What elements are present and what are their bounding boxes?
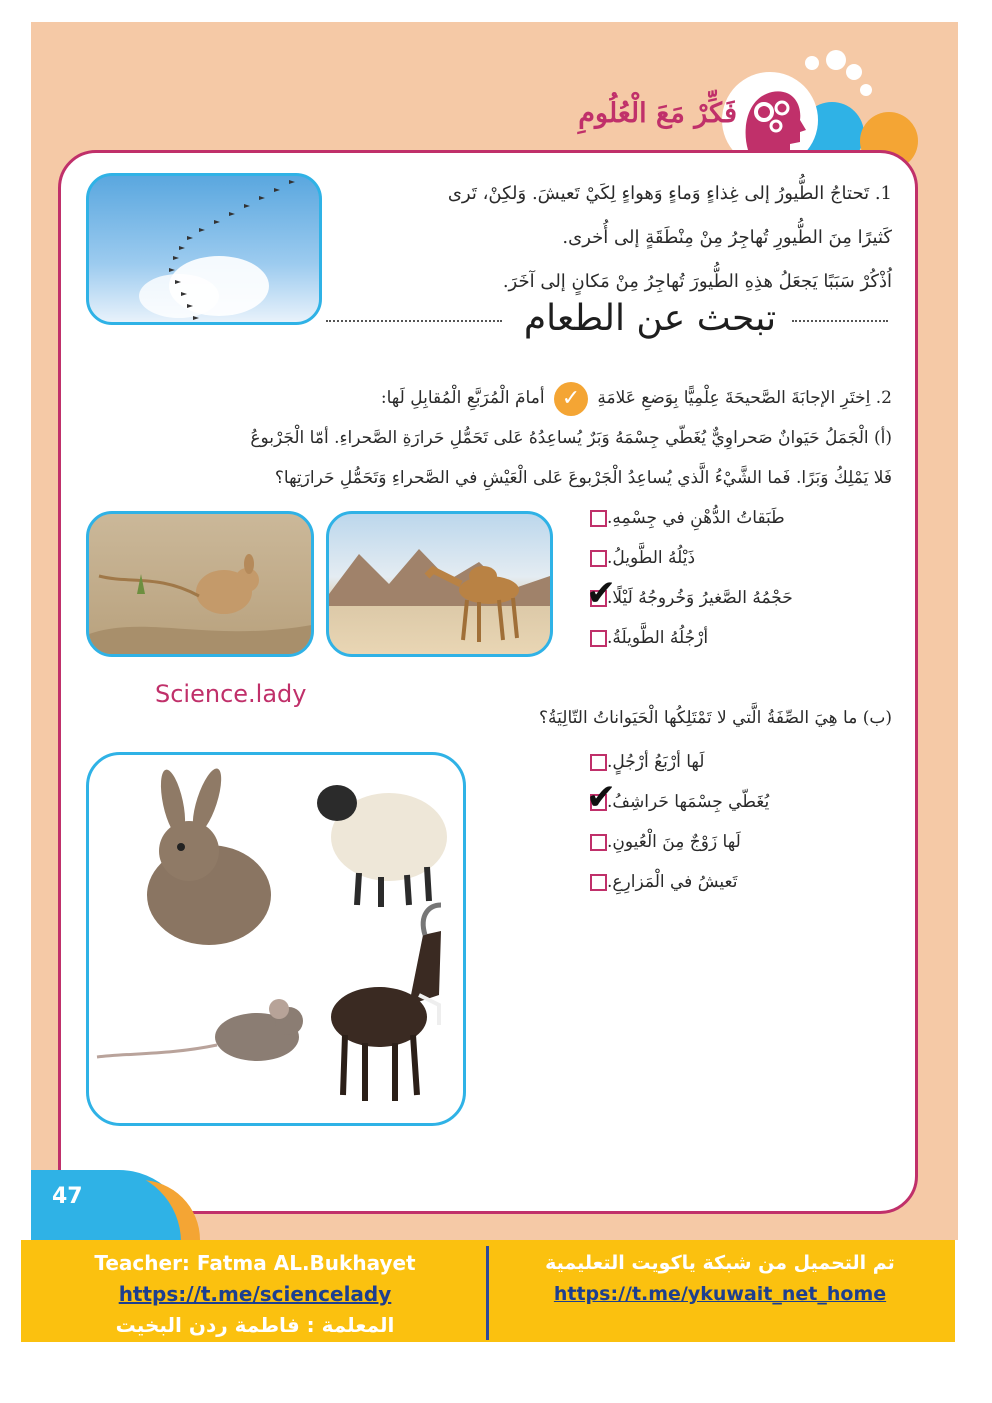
sheep-image xyxy=(317,785,447,907)
checkbox[interactable] xyxy=(590,874,607,891)
question-2 xyxy=(102,378,892,498)
option-label: تَعيشُ في الْمَزارِعِ. xyxy=(607,872,738,892)
option-b-1[interactable] xyxy=(584,742,864,782)
option-label: ذَيْلُهُ الطَّويلُ. xyxy=(607,548,696,568)
page-number: 47 xyxy=(52,1184,83,1209)
decor-dot xyxy=(860,84,872,96)
option-b-3[interactable] xyxy=(584,822,864,862)
footer-right xyxy=(510,1248,930,1310)
decor-dot xyxy=(846,64,862,80)
footer-left xyxy=(60,1248,450,1341)
question-2a-line: فَلا يَمْلِكُ وَبَرًا. فَما الشَّيْءُ الَّذي يُساعِدُ الْجَرْبوعَ عَلى الْعَيْشِ في الصَّحراءِ وَتَحَمُّلِ حَرارَتِها؟ xyxy=(274,468,892,488)
question-2-intro-text: 2. اِختَرِ الإجابَةَ الصَّحيحَةَ عِلْمِيًّا بِوَضعِ عَلامَةِ xyxy=(597,388,892,408)
option-a-2[interactable] xyxy=(584,538,864,578)
question-2-intro xyxy=(102,378,892,418)
checkbox[interactable] xyxy=(590,630,607,647)
camel-photo xyxy=(326,511,553,657)
option-b-4[interactable] xyxy=(584,862,864,902)
section-title: فَكِّرْ مَعَ الْعُلُومِ xyxy=(578,98,737,129)
question-2a-line: (أ) الْجَمَلُ حَيَوانٌ صَحراوِيٌّ يُغَطّي جِسْمَهُ وَبَرٌ يُساعِدُهُ عَلى تَحَمُّلِ حَرارَةِ الصَّحراءِ. أمّا الْجَرْبوعُ xyxy=(250,428,892,448)
checkmark-icon: ✔ xyxy=(586,572,617,614)
teacher-name: Teacher: Fatma AL.Bukhayet xyxy=(94,1251,416,1275)
option-b-2[interactable] xyxy=(584,776,864,822)
teacher-name-arabic: المعلمة : فاطمة ردن البخيت xyxy=(115,1313,395,1337)
question-1-line: كَثيرًا مِنَ الطُّيورِ تُهاجِرُ مِنْ مِنْطَقَةٍ إلى أُخرى. xyxy=(562,227,892,248)
checkbox[interactable] xyxy=(590,834,607,851)
decor-dot xyxy=(805,56,819,70)
option-label: حَجْمُهُ الصَّغيرُ وَخُروجُهُ لَيْلًا. xyxy=(607,588,793,608)
answer-line-left xyxy=(326,320,502,322)
checkmark-icon: ✔ xyxy=(586,776,617,818)
animals-photo-panel xyxy=(86,752,466,1126)
option-label: أرْجُلُهُ الطَّويلَةُ. xyxy=(607,628,709,648)
option-a-4[interactable] xyxy=(584,618,864,658)
checkbox[interactable] xyxy=(586,776,617,818)
watermark: Science.lady xyxy=(155,680,307,708)
rabbit-image xyxy=(147,766,271,945)
checkbox[interactable] xyxy=(586,572,617,614)
option-label: يُغَطّي جِسْمَها حَراشِفُ. xyxy=(607,792,770,812)
checkmark-badge-icon: ✓ xyxy=(554,382,588,416)
question-1 xyxy=(332,172,892,304)
options-a xyxy=(584,498,864,658)
download-source: تم التحميل من شبكة ياكويت التعليمية xyxy=(545,1252,895,1274)
checkbox[interactable] xyxy=(590,754,607,771)
decor-dot xyxy=(826,50,846,70)
checkbox[interactable] xyxy=(590,550,607,567)
footer-divider xyxy=(486,1246,489,1340)
checkbox[interactable] xyxy=(590,510,607,527)
source-link[interactable]: https://t.me/ykuwait_net_home xyxy=(553,1283,887,1305)
question-2-intro-text-after: أمامَ الْمُرَبَّعِ الْمُقابِلِ لَها: xyxy=(380,388,545,408)
mouse-image xyxy=(97,999,303,1061)
answer-1: تبحث عن الطعام xyxy=(523,298,777,339)
jerboa-photo xyxy=(86,511,314,657)
option-label: لَها زَوْجٌ مِنَ الْعُيونِ. xyxy=(607,832,741,852)
option-label: لَها أرْبَعُ أرْجُلٍ. xyxy=(607,752,705,772)
question-2b: (ب) ما هِيَ الصِّفَةُ الَّتي لا تَمْتَلِكُها الْحَيَواناتُ التّالِيَةُ؟ xyxy=(539,708,892,728)
options-b xyxy=(584,742,864,902)
goat-image xyxy=(331,905,441,1101)
answer-line-right xyxy=(792,320,888,322)
question-1-line: 1. تَحتاجُ الطُّيورُ إلى غِذاءٍ وَماءٍ وَهواءٍ لِكَيْ تَعيشَ. وَلكِنْ، تَرى xyxy=(447,183,892,204)
option-a-1[interactable] xyxy=(584,498,864,538)
question-1-line: اُذْكُرْ سَبَبًا يَجعَلُ هذِهِ الطُّيورَ تُهاجِرُ مِنْ مَكانٍ إلى آخَرَ. xyxy=(502,271,892,292)
option-label: طَبَقاتُ الدُّهْنِ في جِسْمِهِ. xyxy=(607,508,785,528)
teacher-link[interactable]: https://t.me/sciencelady xyxy=(118,1282,392,1306)
birds-photo xyxy=(86,173,322,325)
option-a-3[interactable] xyxy=(584,572,864,618)
